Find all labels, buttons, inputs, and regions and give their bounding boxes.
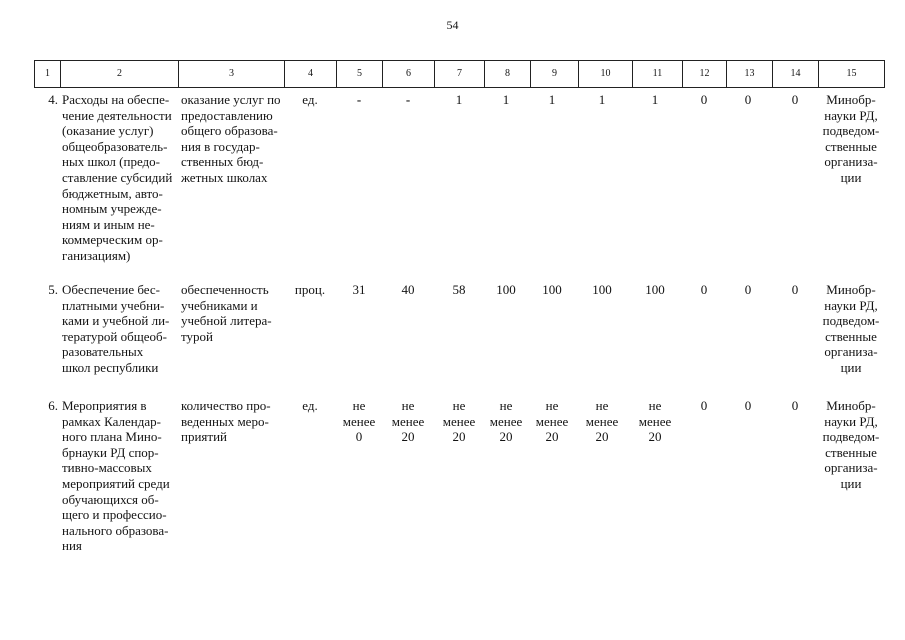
value-col-9: не менее 20: [535, 398, 569, 445]
value-col-6: не менее 20: [391, 398, 425, 445]
value-col-13: 0: [744, 92, 752, 107]
responsible: Минобр- науки РД, подведом- ственные организа- ции: [822, 282, 880, 375]
value-col-8: 1: [502, 92, 510, 107]
measure-name: Обеспечение бес- платными учебни- ками и учебной ли- тературой общеоб- разовательных школ республики: [62, 282, 170, 375]
header-col-5: 5: [337, 61, 383, 87]
value-col-14: 0: [791, 398, 799, 413]
measure-name: Расходы на обеспе- чение деятельности (оказание услуг) общеобразователь- ных школ (предо- ставление субсидий бюджетным, авто- номным учрежде- ниям и иным не- коммерческим ор- ганизациям): [62, 92, 173, 263]
header-col-14: 14: [773, 61, 819, 87]
responsible: Минобр- науки РД, подведом- ственные организа- ции: [822, 92, 880, 185]
value-col-13: 0: [744, 282, 752, 297]
unit: ед.: [302, 92, 318, 107]
value-col-9: 100: [542, 282, 562, 297]
unit: проц.: [294, 282, 326, 297]
row-number: 6.: [48, 398, 58, 413]
unit: ед.: [302, 398, 318, 413]
value-col-11: 100: [645, 282, 665, 297]
value-col-14: 0: [791, 282, 799, 297]
value-col-6: -: [405, 92, 411, 107]
value-col-11: 1: [651, 92, 659, 107]
header-col-8: 8: [485, 61, 531, 87]
row-number: 4.: [48, 92, 58, 107]
header-col-6: 6: [383, 61, 435, 87]
header-col-7: 7: [435, 61, 485, 87]
header-col-15: 15: [819, 61, 885, 87]
header-col-9: 9: [531, 61, 579, 87]
responsible: Минобр- науки РД, подведом- ственные организа- ции: [822, 398, 880, 491]
row-number: 5.: [48, 282, 58, 297]
indicator-name: количество про- веденных меро- приятий: [181, 398, 271, 445]
value-col-5: не менее 0: [342, 398, 376, 445]
value-col-7: 1: [455, 92, 463, 107]
header-col-1: 1: [35, 61, 61, 87]
table-header-row: [34, 60, 885, 88]
measure-name: Мероприятия в рамках Календар- ного плана Мино- брнауки РД спор- тивно-массовых мероприятий среди обучающихся об- щего и профессио- нального образова- ния: [62, 398, 170, 554]
value-col-7: не менее 20: [442, 398, 476, 445]
value-col-8: 100: [496, 282, 516, 297]
value-col-12: 0: [700, 398, 708, 413]
value-col-10: 100: [592, 282, 612, 297]
value-col-14: 0: [791, 92, 799, 107]
header-col-13: 13: [727, 61, 773, 87]
value-col-7: 58: [452, 282, 466, 297]
value-col-10: не менее 20: [585, 398, 619, 445]
header-col-11: 11: [633, 61, 683, 87]
indicator-name: обеспеченность учебниками и учебной литера- турой: [181, 282, 272, 344]
value-col-6: 40: [401, 282, 415, 297]
header-col-4: 4: [285, 61, 337, 87]
header-col-2: 2: [61, 61, 179, 87]
indicator-name: оказание услуг по предоставлению общего образова- ния в государ- ственных бюд- жетных школах: [181, 92, 281, 185]
value-col-5: -: [356, 92, 362, 107]
value-col-9: 1: [548, 92, 556, 107]
value-col-12: 0: [700, 282, 708, 297]
value-col-11: не менее 20: [638, 398, 672, 445]
value-col-10: 1: [598, 92, 606, 107]
header-col-3: 3: [179, 61, 285, 87]
value-col-13: 0: [744, 398, 752, 413]
value-col-8: не менее 20: [489, 398, 523, 445]
page-number: 54: [446, 18, 459, 32]
value-col-5: 31: [352, 282, 366, 297]
value-col-12: 0: [700, 92, 708, 107]
header-col-12: 12: [683, 61, 727, 87]
header-col-10: 10: [579, 61, 633, 87]
